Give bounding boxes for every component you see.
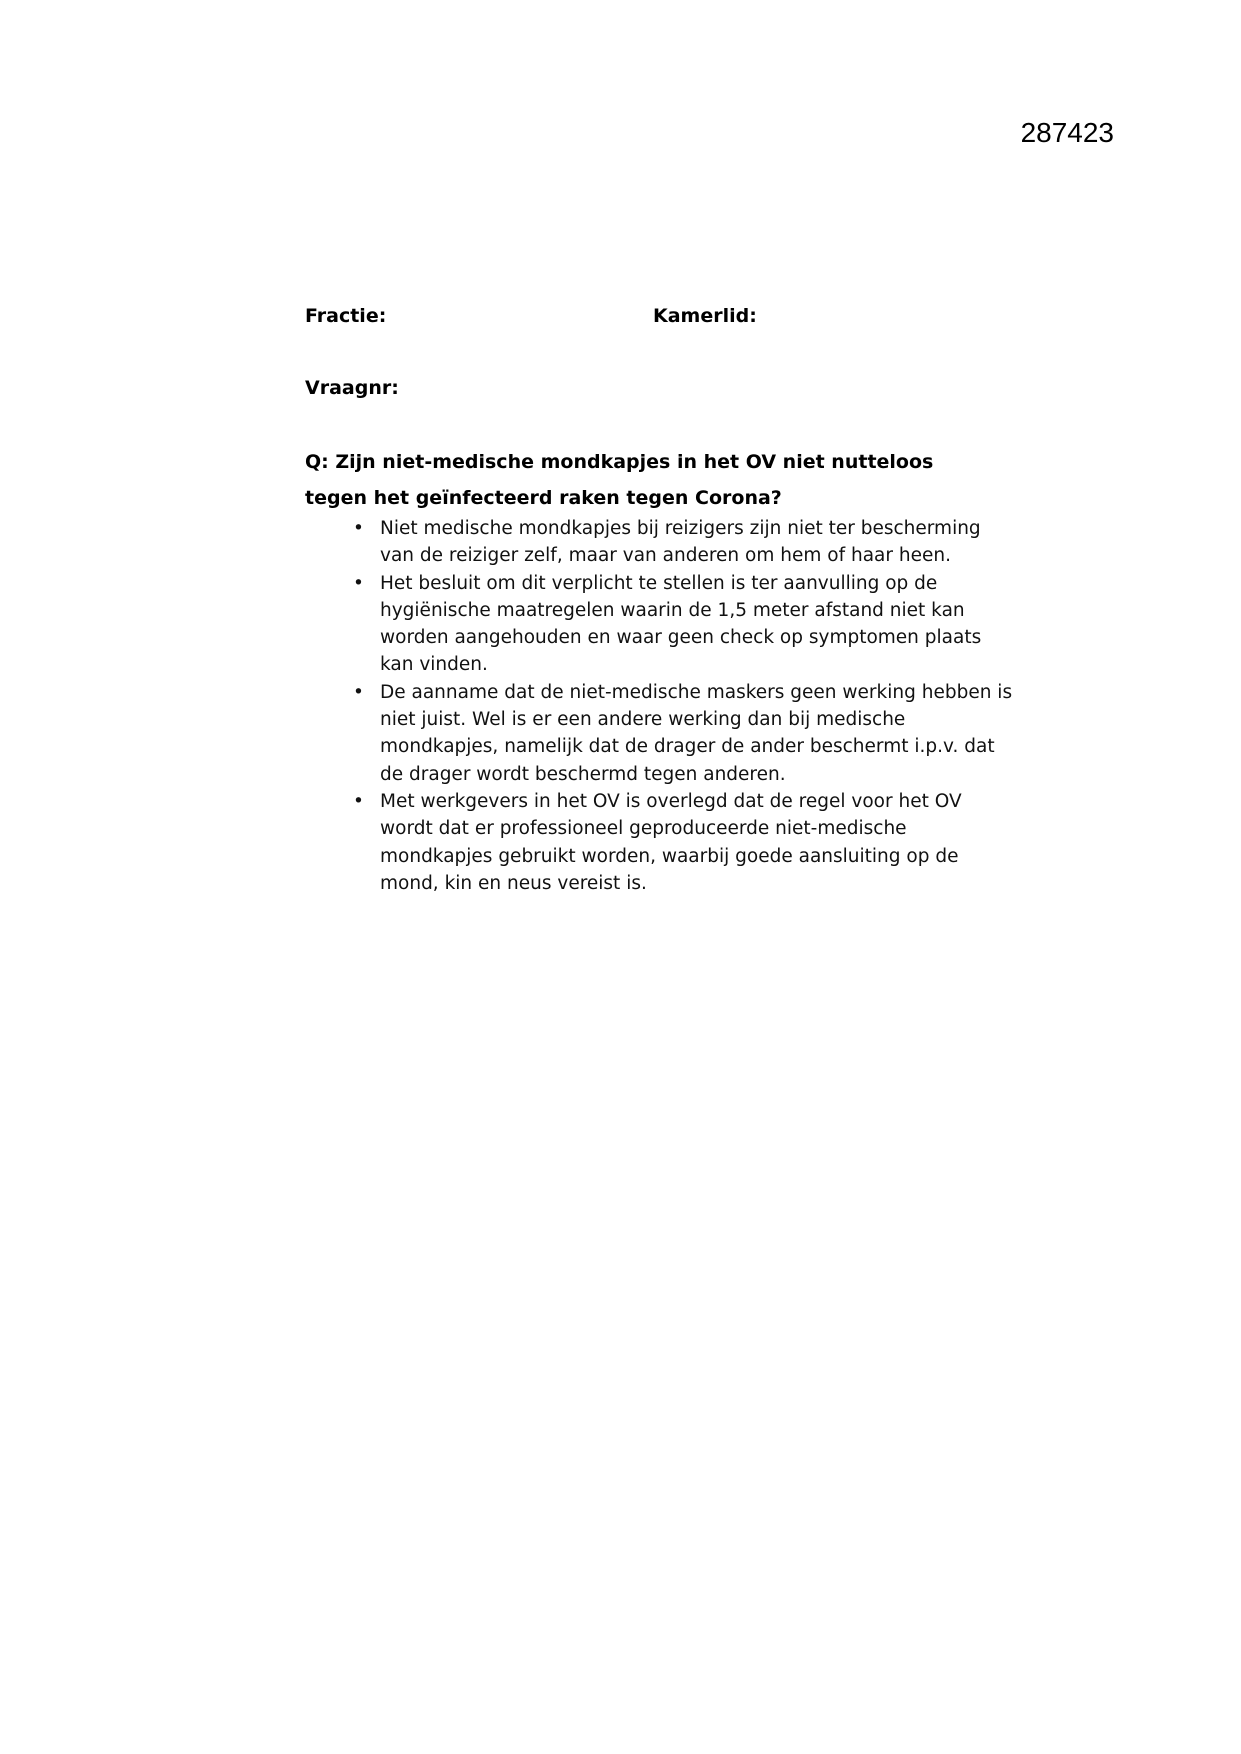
- fractie-label: Fractie:: [305, 305, 387, 327]
- answer-text: De aanname dat de niet-medische maskers geen werking hebben is niet juist. Wel is er een andere werking dan bij medische mondkapjes, namelijk dat de drager de ander beschermt i.p.v. dat de drager wordt beschermd tegen anderen.: [380, 681, 1013, 785]
- question-text: Q: Zijn niet-medische mondkapjes in het OV niet nutteloos tegen het geïnfecteerd raken tegen Corona?: [305, 451, 934, 509]
- answer-item: [353, 515, 1020, 570]
- answer-text: Met werkgevers in het OV is overlegd dat de regel voor het OV wordt dat er professioneel geproduceerde niet-medische mondkapjes gebruikt worden, waarbij goede aansluiting op de mond, kin en neus vereist is.: [380, 790, 962, 894]
- answer-list: [305, 515, 1020, 897]
- answer-item: [353, 679, 1020, 788]
- kamerlid-label: Kamerlid:: [653, 305, 757, 327]
- answer-text: Het besluit om dit verplicht te stellen is ter aanvulling op de hygiënische maatregelen waarin de 1,5 meter afstand niet kan worden aangehouden en waar geen check op symptomen plaats kan vinden.: [380, 572, 982, 676]
- answer-item: [353, 788, 1020, 897]
- answer-item: [353, 570, 1020, 679]
- answer-text: Niet medische mondkapjes bij reizigers zijn niet ter bescherming van de reiziger zelf, maar van anderen om hem of haar heen.: [380, 518, 981, 567]
- document-number: 287423: [1020, 117, 1114, 148]
- vraagnr-label: Vraagnr:: [305, 377, 399, 399]
- bullet-icon: •: [353, 681, 364, 703]
- bullet-icon: •: [353, 518, 364, 539]
- bullet-icon: •: [353, 572, 364, 594]
- bullet-icon: •: [353, 790, 364, 812]
